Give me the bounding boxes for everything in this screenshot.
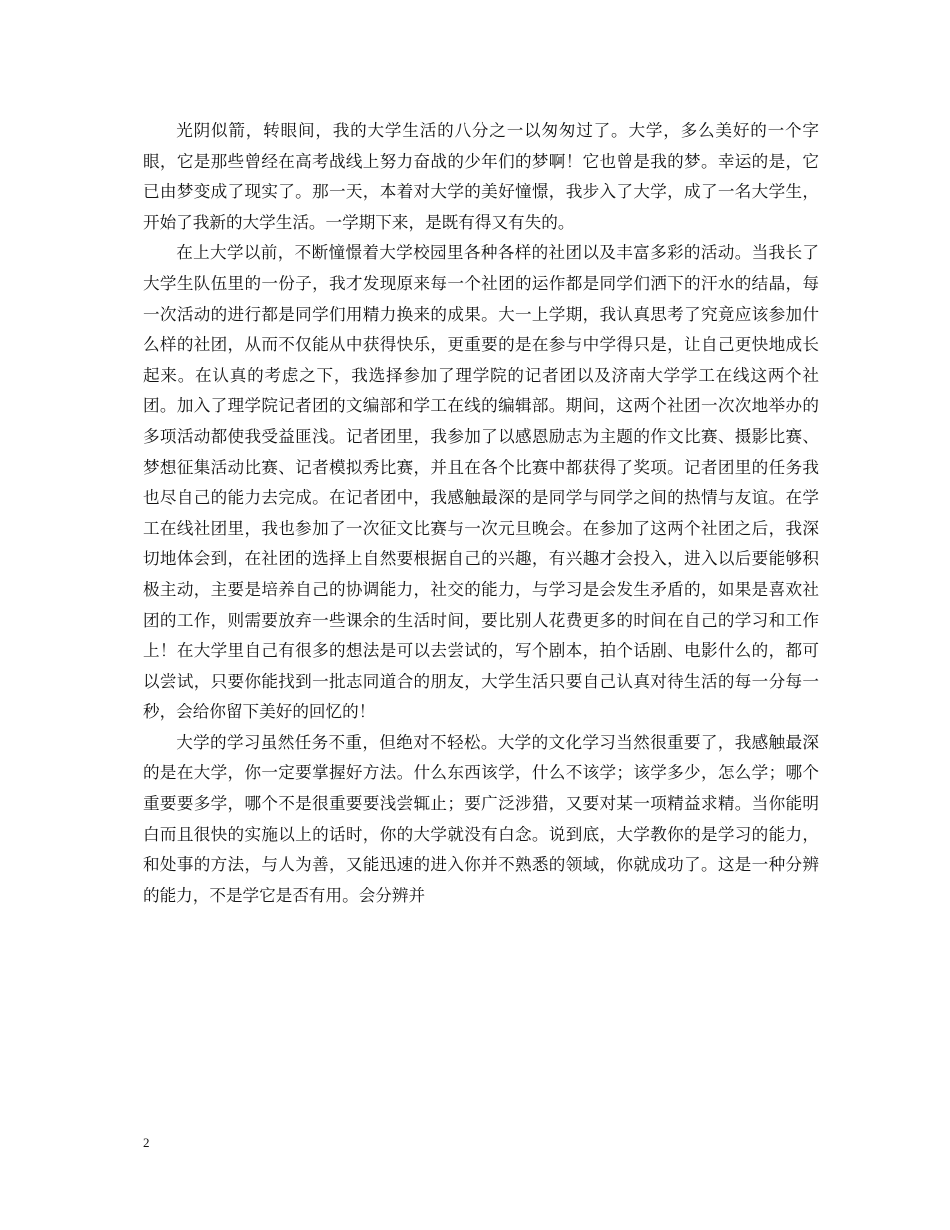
paragraph-2: 在上大学以前，不断憧憬着大学校园里各种各样的社团以及丰富多彩的活动。当我长了大学生队伍里的一份子，我才发现原来每一个社团的运作都是同学们洒下的汗水的结晶，每一次活动的进行都是同学们用精力换来的成果。大一上学期，我认真思考了究竟应该参加什么样的社团，从而不仅能从中获得快乐，更重要的是在参与中学得只是，让自己更快地成长起来。在认真的考虑之下，我选择参加了理学院的记者团以及济南大学学工在线这两个社团。加入了理学院记者团的文编部和学工在线的编辑部。期间，这两个社团一次次地举办的多项活动都使我受益匪浅。记者团里，我参加了以感恩励志为主题的作文比赛、摄影比赛、梦想征集活动比赛、记者模拟秀比赛，并且在各个比赛中都获得了奖项。记者团里的任务我也尽自己的能力去完成。在记者团中，我感触最深的是同学与同学之间的热情与友谊。在学工在线社团里，我也参加了一次征文比赛与一次元旦晚会。在参加了这两个社团之后，我深切地体会到，在社团的选择上自然要根据自己的兴趣，有兴趣才会投入，进入以后要能够积极主动，主要是培养自己的协调能力，社交的能力，与学习是会发生矛盾的，如果是喜欢社团的工作，则需要放弃一些课余的生活时间，要比别人花费更多的时间在自己的学习和工作上！在大学里自己有很多的想法是可以去尝试的，写个剧本，拍个话剧、电影什么的，都可以尝试，只要你能找到一批志同道合的朋友，大学生活只要自己认真对待生活的每一分每一秒，会给你留下美好的回忆的！ xyxy=(143,243,819,722)
paragraph-3: 大学的学习虽然任务不重，但绝对不轻松。大学的文化学习当然很重要了，我感触最深的是在大学，你一定要掌握好方法。什么东西该学，什么不该学；该学多少，怎么学；哪个重要要多学，哪个不是很重要要浅尝辄止；要广泛涉猎，又要对某一项精益求精。当你能明白而且很快的实施以上的话时，你的大学就没有白念。说到底，大学教你的是学习的能力，和处事的方法，与人为善，又能迅速的进入你并不熟悉的领域，你就成功了。这是一种分辨的能力，不是学它是否有用。会分辨并 xyxy=(143,732,819,905)
page-number: 2 xyxy=(143,1135,150,1150)
paragraph-1: 光阴似箭，转眼间，我的大学生活的八分之一以匆匆过了。大学，多么美好的一个字眼，它是那些曾经在高考战线上努力奋战的少年们的梦啊！它也曾是我的梦。幸运的是，它已由梦变成了现实了。那一天，本着对大学的美好憧憬，我步入了大学，成了一名大学生，开始了我新的大学生活。一学期下来，是既有得又有失的。 xyxy=(143,121,819,232)
document-body xyxy=(143,116,819,911)
